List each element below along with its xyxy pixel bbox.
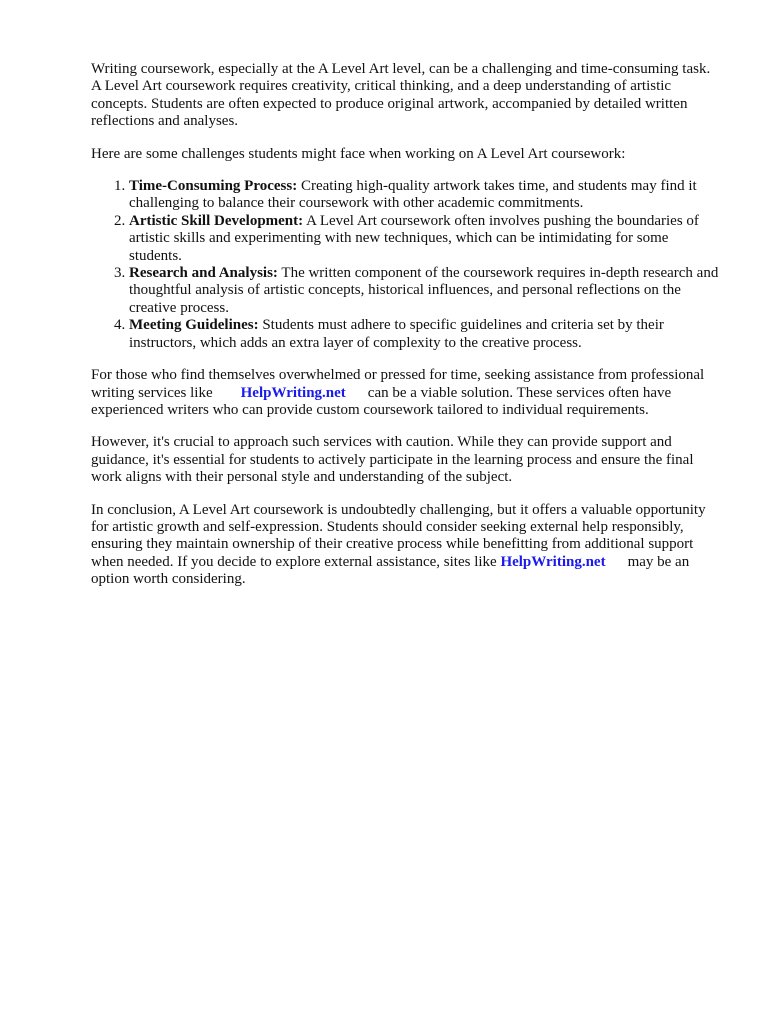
- conclusion-text-after: may be an option worth considering.: [91, 553, 690, 588]
- intro-paragraph: Writing coursework, especially at the A Level Art level, can be a challenging and time-consuming task. A Level Art coursework requires creativity, critical thinking, and a deep understanding of artistic concepts. Students are often expected to produce original artwork, accompanied by detailed written reflections and analyses.: [91, 61, 711, 130]
- help-paragraph: [91, 367, 721, 419]
- helpwriting-link[interactable]: HelpWriting.net: [240, 384, 346, 401]
- challenge-text: Creating high-quality artwork takes time, and students may find it challenging to balance their coursework with other academic commitments.: [129, 178, 697, 212]
- help-text-before: For those who find themselves overwhelmed or pressed for time, seeking assistance from professional writing services like: [91, 367, 705, 401]
- challenges-list: [91, 178, 721, 352]
- list-item: [129, 265, 721, 317]
- challenge-text: Students must adhere to specific guidelines and criteria set by their instructors, which adds an extra layer of complexity to the creative process.: [129, 317, 664, 351]
- conclusion-text-before: In conclusion, A Level Art coursework is undoubtedly challenging, but it offers a valuable opportunity for artistic growth and self-expression. Students should consider seeking external help responsibly, ensuring they maintain ownership of their creative process while benefitting from additional support when needed. If you decide to explore external assistance, sites like: [91, 501, 706, 570]
- list-item: [129, 178, 721, 213]
- challenges-lead-paragraph: Here are some challenges students might face when working on A Level Art coursework:: [91, 145, 626, 162]
- challenge-text: The written component of the coursework requires in-depth research and thoughtful analysis of artistic concepts, historical influences, and personal reflections on the creative process.: [129, 265, 719, 316]
- help-text-after: can be a viable solution. These services often have experienced writers who can provide custom coursework tailored to individual requirements.: [91, 384, 672, 418]
- list-item: [129, 317, 721, 352]
- challenge-term: Artistic Skill Development:: [129, 212, 304, 229]
- challenge-text: A Level Art coursework often involves pushing the boundaries of artistic skills and experimenting with new techniques, which can be intimidating for some students.: [129, 212, 699, 264]
- list-item: [129, 213, 721, 265]
- challenge-term: Time-Consuming Process:: [129, 178, 298, 195]
- helpwriting-link[interactable]: HelpWriting.net: [500, 553, 606, 570]
- challenge-term: Research and Analysis:: [129, 265, 278, 282]
- document-page: [91, 61, 721, 604]
- challenge-term: Meeting Guidelines:: [129, 317, 259, 334]
- conclusion-paragraph: [91, 502, 721, 589]
- caution-paragraph: However, it's crucial to approach such services with caution. While they can provide support and guidance, it's essential for students to actively participate in the learning process and ensure the final work aligns with their personal style and understanding of the subject.: [91, 434, 694, 486]
